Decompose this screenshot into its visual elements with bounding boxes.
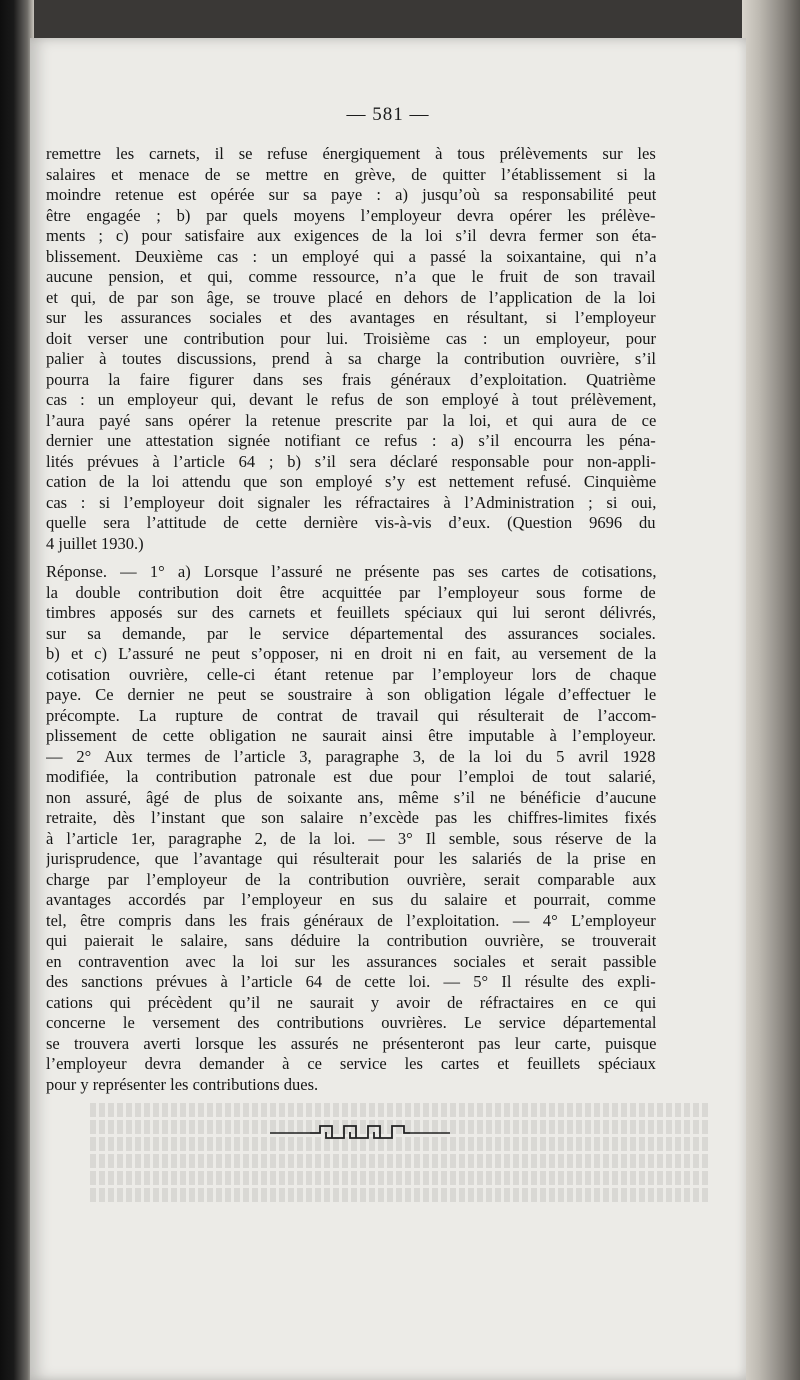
text-line: l’aura payé sans opérer la retenue prescrite par la loi, et qui aura de ce [46, 410, 656, 430]
text-line: aucune pension, et qui, comme ressource, n’a que le fruit de son travail [46, 267, 656, 286]
text-line: se trouvera averti lorsque les assurés ne présenteront pas leur carte, puisque [46, 1033, 656, 1053]
greek-key-fleuron-icon [270, 1122, 450, 1144]
question-paragraph [46, 144, 656, 554]
text-line: avantages accordés par l’employeur en sus du salaire et pourrait, comme [46, 890, 656, 909]
text-line: salaires et menace de se mettre en grève, de quitter l’établissement si la [46, 164, 656, 184]
text-line: sur sa demande, par le service départemental des assurances sociales. [46, 623, 656, 643]
show-through-text [90, 1100, 710, 1220]
text-line: concerne le versement des contributions ouvrières. Le service départemental [46, 1013, 656, 1032]
text-line: timbres apposés sur des carnets et feuillets spéciaux qui lui seront délivrés, [46, 603, 656, 622]
text-line: cas : un employeur qui, devant le refus de son employé à tout prélèvement, [46, 390, 656, 409]
text-line: cas : si l’employeur doit signaler les réfractaires à l’Administration ; si oui, [46, 492, 656, 512]
text-line: être engagée ; b) par quels moyens l’employeur devra opérer les prélève- [46, 205, 656, 225]
text-line: Réponse. — 1° a) Lorsque l’assuré ne présente pas ses cartes de cotisations, [46, 562, 656, 581]
text-line: — 2° Aux termes de l’article 3, paragraphe 3, de la loi du 5 avril 1928 [46, 746, 656, 766]
text-line: pourra la faire figurer dans ses frais généraux d’exploitation. Quatrième [46, 369, 656, 389]
page-number: — 581 — [346, 104, 430, 125]
page-stack-edge [742, 0, 800, 1380]
text-line: cation de la loi attendu que son employé s’y est nettement refusé. Cinquième [46, 472, 656, 491]
text-line: à l’article 1er, paragraphe 2, de la loi. — 3° Il semble, sous réserve de la [46, 828, 656, 848]
text-line: lités prévues à l’article 64 ; b) s’il sera déclaré responsable pour non-appli- [46, 451, 656, 471]
text-line: en contravention avec la loi sur les assurances sociales et serait passible [46, 951, 656, 971]
text-line: quelle sera l’attitude de cette dernière vis-à-vis d’eux. (Question 9696 du [46, 513, 656, 532]
text-line: tel, être compris dans les frais généraux de l’exploitation. — 4° L’employeur [46, 910, 656, 930]
text-line: qui paierait le salaire, sans déduire la contribution ouvrière, se trouverait [46, 931, 656, 950]
text-line: modifiée, la contribution patronale est due pour l’emploi de tout salarié, [46, 767, 656, 786]
text-line: b) et c) L’assuré ne peut s’opposer, ni en droit ni en fait, au versement de la [46, 644, 656, 663]
text-line: retraite, dès l’instant que son salaire n’excède pas les chiffres-limites fixés [46, 808, 656, 827]
text-line: la double contribution doit être acquittée par l’employeur sous forme de [46, 582, 656, 602]
text-line: cotisation ouvrière, celle-ci étant retenue par l’employeur lors de chaque [46, 664, 656, 684]
text-line: plissement de cette obligation ne saurait ainsi être imputable à l’employeur. [46, 726, 656, 745]
text-line: cations qui précèdent qu’il ne saurait y avoir de réfractaires en ce qui [46, 992, 656, 1012]
text-line: jurisprudence, que l’avantage qui résulterait pour les salariés de la prise en [46, 849, 656, 868]
text-line: pour y représenter les contributions dues. [46, 1074, 319, 1094]
text-line: blissement. Deuxième cas : un employé qui a passé la soixantaine, qui n’a [46, 246, 656, 266]
text-line: non assuré, âgé de plus de soixante ans, même s’il ne bénéficie d’aucune [46, 787, 656, 807]
text-line: précompte. La rupture de contrat de travail qui résulterait de l’accom- [46, 705, 656, 725]
text-line: palier à toutes discussions, prend à sa charge la contribution ouvrière, s’il [46, 349, 656, 368]
text-line: charge par l’employeur de la contribution ouvrière, serait comparable aux [46, 869, 656, 889]
text-line: et qui, de par son âge, se trouve placé en dehors de l’application de la loi [46, 287, 656, 307]
text-line: paye. Ce dernier ne peut se soustraire à son obligation légale d’effectuer le [46, 685, 656, 704]
text-line: ments ; c) pour satisfaire aux exigences de la loi s’il devra fermer son éta- [46, 226, 656, 245]
text-line: sur les assurances sociales et des avantages en résultant, si l’employeur [46, 308, 656, 327]
text-line: doit verser une contribution pour lui. Troisième cas : un employeur, pour [46, 328, 656, 348]
text-line: 4 juillet 1930.) [46, 533, 144, 553]
text-line: remettre les carnets, il se refuse énergiquement à tous prélèvements sur les [46, 144, 656, 163]
text-line: l’employeur devra demander à ce service les cartes et feuillets spéciaux [46, 1054, 656, 1073]
binding-shadow [0, 0, 34, 1380]
book-page [30, 38, 746, 1380]
text-line: des sanctions prévues à l’article 64 de cette loi. — 5° Il résulte des expli- [46, 972, 656, 991]
body-text [46, 144, 656, 1103]
response-paragraph [46, 562, 656, 1095]
text-line: dernier une attestation signée notifiant ce refus : a) s’il encourra les péna- [46, 431, 656, 450]
text-line: moindre retenue est opérée sur sa paye : a) jusqu’où sa responsabilité peut [46, 185, 656, 204]
